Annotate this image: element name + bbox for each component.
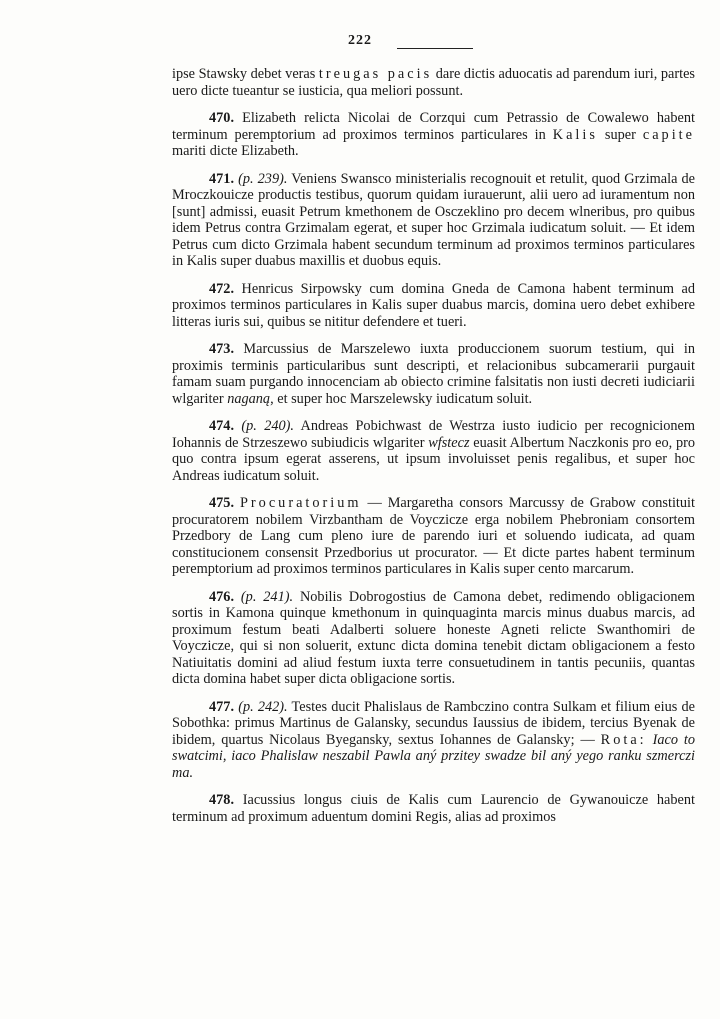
text-segment: mariti dicte Elizabeth. — [172, 143, 299, 159]
italic-text: (p. 242). — [238, 698, 288, 715]
entry-number: 474. — [209, 418, 235, 434]
italic-text: (p. 240). — [241, 418, 294, 434]
spaced-text: Rota: — [600, 731, 647, 748]
text-segment: ipse Stawsky debet veras — [172, 66, 319, 82]
entry-472 — [172, 281, 695, 331]
entry-number: 476. — [209, 588, 235, 605]
entry-470 — [172, 110, 695, 160]
text-segment: super — [597, 126, 643, 143]
text-segment: , et super hoc Marszelewsky iudicatum soluit. — [270, 390, 533, 407]
entry-473 — [172, 341, 695, 407]
spaced-text: Procuratorium — [239, 495, 362, 511]
entry-number: 470. — [209, 110, 235, 126]
spaced-text: Kalis — [552, 126, 598, 143]
spaced-text: treugas pacis — [318, 66, 433, 82]
entry-number: 471. — [209, 170, 235, 187]
italic-text: (p. 241). — [240, 588, 294, 605]
entry-476 — [172, 589, 695, 688]
italic-text: (p. 239). — [238, 170, 288, 187]
entry-number: 475. — [209, 495, 235, 511]
text-segment: Iacussius longus ciuis de Kalis cum Laurencio de Gywanouicze habent terminum ad proximum aduentum domini Regis, alias ad proximos — [172, 792, 695, 825]
text-segment: Andreas Pobichwast de Westrza iusto iudicio per recognicionem Iohannis de Strzeszewo subiudicis wlgariter — [172, 418, 696, 451]
text-segment: Elizabeth relicta Nicolai de Corzqui cum Petrassio de Cowalewo habent terminum peremptorium ad proximos terminos particulares in — [172, 110, 695, 143]
text-segment — [234, 589, 241, 605]
entry-475 — [172, 495, 695, 578]
text-segment: Marcussius de Marszelewo iuxta produccionem suorum testium, qui in proximis terminis particularibus sunt descripti, et relacionibus subcamerarii purgauit famam suam purgando innocenciam ab obiecto crimine falsitatis non iusti decreti iudiciarii wlgariter — [172, 341, 695, 407]
text-segment: Veniens Swansco ministerialis recognouit et retulit, quod Grzimala de Mroczkouicze productis testibus, quorum quidam iurauerunt, alii uero ad iuramentum non [sunt] admissi, euasit Petrum kmethonem de Osczeklino pro decem wlneribus, pro quibus idem Petrus contra Grzimalam egerat, et super hoc Grzimala iudicatum soluit. — Et idem Petrus cum dicto Grzimala habent secundum terminum ad proximos terminos particulares in Kalis super duabus maxillis et duobus equis. — [172, 170, 696, 269]
entry-number: 472. — [209, 280, 235, 297]
entry-number: 473. — [209, 341, 235, 357]
entry-number: 478. — [209, 792, 235, 808]
entry-474 — [172, 418, 695, 484]
entry-number: 477. — [209, 698, 235, 715]
header-rule — [397, 48, 473, 49]
page-number: 222 — [348, 33, 372, 48]
text-segment: — Margaretha consors Marcussy de Grabow constituit procuratorem nobilem Virzbantham de Voyczicze erga nobilem Phebroniam consortem Przedbory de Lang cum pleno iure de parendo iuri et soluendo iudicata, ad quam constitucionem consensit Przedborius ut procurator. — Et dicte partes habent terminum peremptorium ad proximos terminos particulares in Kalis super cento marcarum. — [172, 495, 695, 577]
italic-text: naganą — [227, 390, 271, 407]
entry-478 — [172, 792, 695, 825]
text-segment: euasit Albertum Naczkonis pro eo, pro quo contra ipsum egerat asserens, ut ipsum involuisset penis regalibus, et super hoc Andreas iudicatum soluit. — [172, 434, 695, 484]
italic-text: wfstecz — [428, 434, 470, 451]
italic-text: Iaco to swatcimi, iaco Phalislaw neszabil Pawla aný przitey swadze bil aný yego ranku szmerczi ma. — [172, 731, 695, 781]
text-segment: Testes ducit Phalislaus de Rambczino contra Sulkam et filium eius de Sobothka: primus Martinus de Galansky, secundus Iaussius de ibidem, tercius Byenak de ibidem, quartus Nicolaus Byegansky, sextus Iohannes de Galansky; — — [172, 698, 695, 748]
document-body — [172, 66, 695, 836]
paragraph-continuation — [172, 66, 695, 99]
text-segment: dare dictis aduocatis ad parendum iuri, partes uero dicte tueantur se iusticia, qua meliori possunt. — [172, 66, 696, 99]
entry-477 — [172, 699, 695, 782]
text-segment: Nobilis Dobrogostius de Camona debet, redimendo obligacionem sortis in Kamona quinque kmethonum in quinquaginta marcis minus duabus marcis, ad proximum festum beati Adalberti soluere honeste Agneti relicte Swanthomiri de Voyczicze, qui si non soluerit, extunc dicta domina tenebit dictam obligacionem a festo Natiuitatis domini ad aliud festum iuxta terre consuetudinem in tantis pecuniis, quantas dicta domina habet super dicta obligacione sortis. — [172, 588, 696, 687]
entry-471 — [172, 171, 695, 270]
text-segment: Henricus Sirpowsky cum domina Gneda de Camona habent terminum ad proximos terminos particulares in Kalis super duabus marcis, domina uero debet exhibere litteras iuris sui, quibus se nititur defendere et tueri. — [172, 280, 695, 330]
spaced-text: capite — [642, 126, 695, 143]
